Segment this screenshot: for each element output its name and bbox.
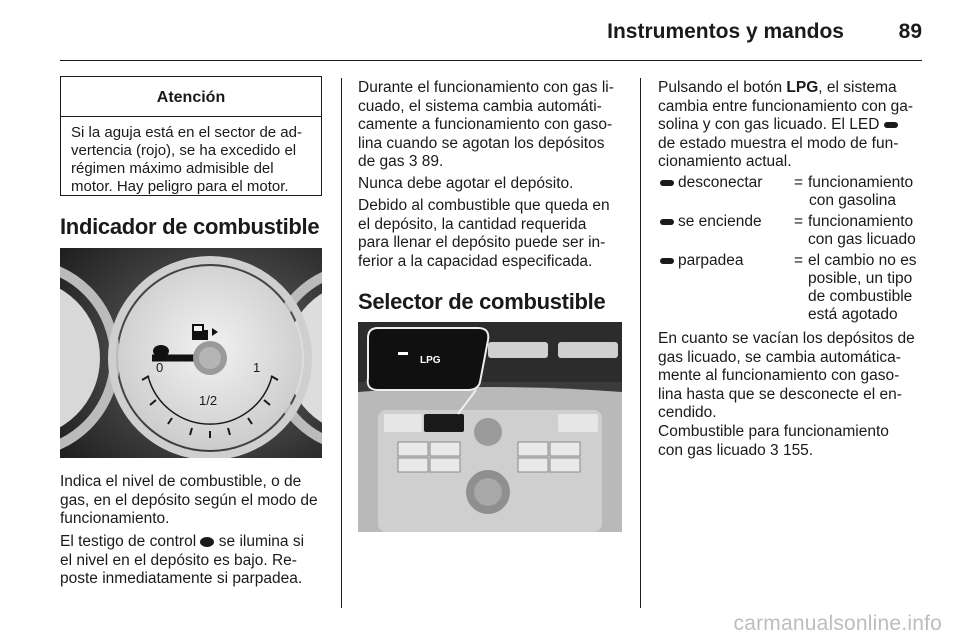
status-state-text: desconectar — [678, 174, 763, 191]
page-header — [60, 16, 922, 61]
right-para3 — [658, 423, 928, 460]
text-line: funcionamiento. — [60, 510, 170, 527]
fuel-gauge-illustration — [60, 248, 322, 458]
middle-para2: Nunca debe agotar el depósito. — [358, 175, 574, 192]
center-console-illustration — [358, 322, 622, 532]
lpg-keyword: LPG — [786, 79, 819, 96]
text-line: poste inmediatamente si parpadea. — [60, 570, 303, 587]
status-equals: = — [794, 174, 804, 191]
fuel-selector-photo — [358, 322, 622, 532]
status-meaning — [808, 213, 922, 249]
status-state — [660, 174, 762, 192]
warning-line: vertencia (rojo), se ha excedido el — [71, 142, 297, 159]
text-fragment: El testigo de control — [60, 533, 197, 550]
led-icon — [884, 122, 898, 128]
text-line: funcionamiento — [808, 213, 914, 230]
right-intro — [658, 79, 928, 172]
right-para2 — [658, 330, 928, 423]
warning-line: motor. Hay peligro para el motor. — [71, 178, 289, 195]
text-line: cionamiento actual. — [658, 153, 792, 170]
text-line: gas, en el depósito según el modo de — [60, 491, 318, 509]
status-row-blink — [660, 252, 922, 326]
status-row-on — [660, 213, 922, 251]
text-fragment: , el sistema — [818, 79, 897, 96]
status-state-text: se enciende — [678, 213, 762, 230]
text-line: de gas 3 89. — [358, 153, 444, 170]
text-line: de combustible — [808, 288, 913, 305]
text-line: posible, un tipo — [808, 270, 913, 287]
status-state-text: parpadea — [678, 252, 744, 269]
text-line: para llenar el depósito puede ser in- — [358, 234, 606, 251]
status-row-off — [660, 174, 922, 212]
text-line: Durante el funcionamiento con gas li- — [358, 79, 614, 96]
middle-para1 — [358, 79, 628, 172]
text-line: lina hasta que se desconecte el en- — [658, 385, 902, 403]
text-fragment: se ilumina si — [218, 533, 305, 550]
page-number: 89 — [898, 20, 922, 43]
lpg-button-label: LPG — [420, 355, 441, 366]
gauge-label-full: 1 — [253, 360, 261, 375]
text-line: ferior a la capacidad especificada. — [358, 252, 593, 270]
status-meaning — [808, 252, 922, 324]
text-line: lina cuando se agotan los depósitos — [358, 134, 605, 152]
warning-line: régimen máximo admisible del — [71, 160, 274, 177]
text-fragment: Pulsando el botón — [658, 79, 783, 96]
text-line: con gas licuado — [808, 231, 916, 248]
gauge-label-empty: 0 — [156, 360, 164, 375]
text-line: el nivel en el depósito es bajo. Re- — [60, 551, 297, 569]
warning-box — [60, 76, 322, 196]
warning-text — [61, 117, 321, 196]
fuel-selector-heading: Selector de combustible — [358, 289, 606, 314]
warning-title: Atención — [61, 77, 321, 117]
text-line: el depósito, la cantidad requerida — [358, 215, 587, 233]
fuel-gauge-photo — [60, 248, 322, 458]
text-line — [60, 533, 328, 552]
fuel-indicator-para2 — [60, 533, 328, 589]
warning-line: Si la aguja está en el sector de ad- — [71, 124, 302, 141]
text-line: Debido al combustible que queda en — [358, 197, 610, 214]
column-rule-2 — [640, 78, 641, 608]
status-equals: = — [794, 252, 804, 269]
status-equals: = — [794, 213, 804, 230]
fuel-warning-icon — [200, 537, 214, 547]
text-line: el cambio no es — [808, 252, 917, 269]
text-line: de estado muestra el modo de fun- — [658, 134, 899, 152]
gauge-label-half: 1/2 — [199, 393, 218, 408]
text-fragment: solina y con gas licuado. El LED — [658, 116, 880, 133]
text-line: gas licuado, se cambia automática- — [658, 348, 901, 366]
text-line: camente a funcionamiento con gaso- — [358, 116, 613, 133]
text-line: Combustible para funcionamiento — [658, 423, 889, 440]
text-line — [658, 116, 928, 135]
text-line: cuado, el sistema cambia automáti- — [358, 97, 602, 115]
fuel-indicator-heading: Indicador de combustible — [60, 214, 320, 239]
header-title: Instrumentos y mandos — [607, 20, 844, 43]
fuel-indicator-para1 — [60, 473, 328, 529]
text-line: Indica el nivel de combustible, o de — [60, 473, 302, 490]
text-line: con gasolina — [809, 192, 897, 209]
text-line — [658, 79, 928, 98]
text-line: En cuanto se vacían los depósitos de — [658, 330, 915, 347]
led-icon — [660, 258, 674, 264]
text-line: está agotado — [808, 306, 898, 323]
text-line: cendido. — [658, 404, 717, 421]
middle-para3 — [358, 197, 628, 271]
status-state — [660, 213, 762, 231]
status-state — [660, 252, 744, 270]
status-meaning — [808, 174, 922, 210]
text-line: funcionamiento — [808, 174, 914, 191]
text-line: mente al funcionamiento con gaso- — [658, 367, 900, 384]
led-icon — [660, 219, 674, 225]
led-icon — [660, 180, 674, 186]
text-line: con gas licuado 3 155. — [658, 441, 814, 459]
column-rule-1 — [341, 78, 342, 608]
watermark: carmanualsonline.info — [733, 612, 942, 635]
text-line: cambia entre funcionamiento con ga- — [658, 97, 914, 115]
